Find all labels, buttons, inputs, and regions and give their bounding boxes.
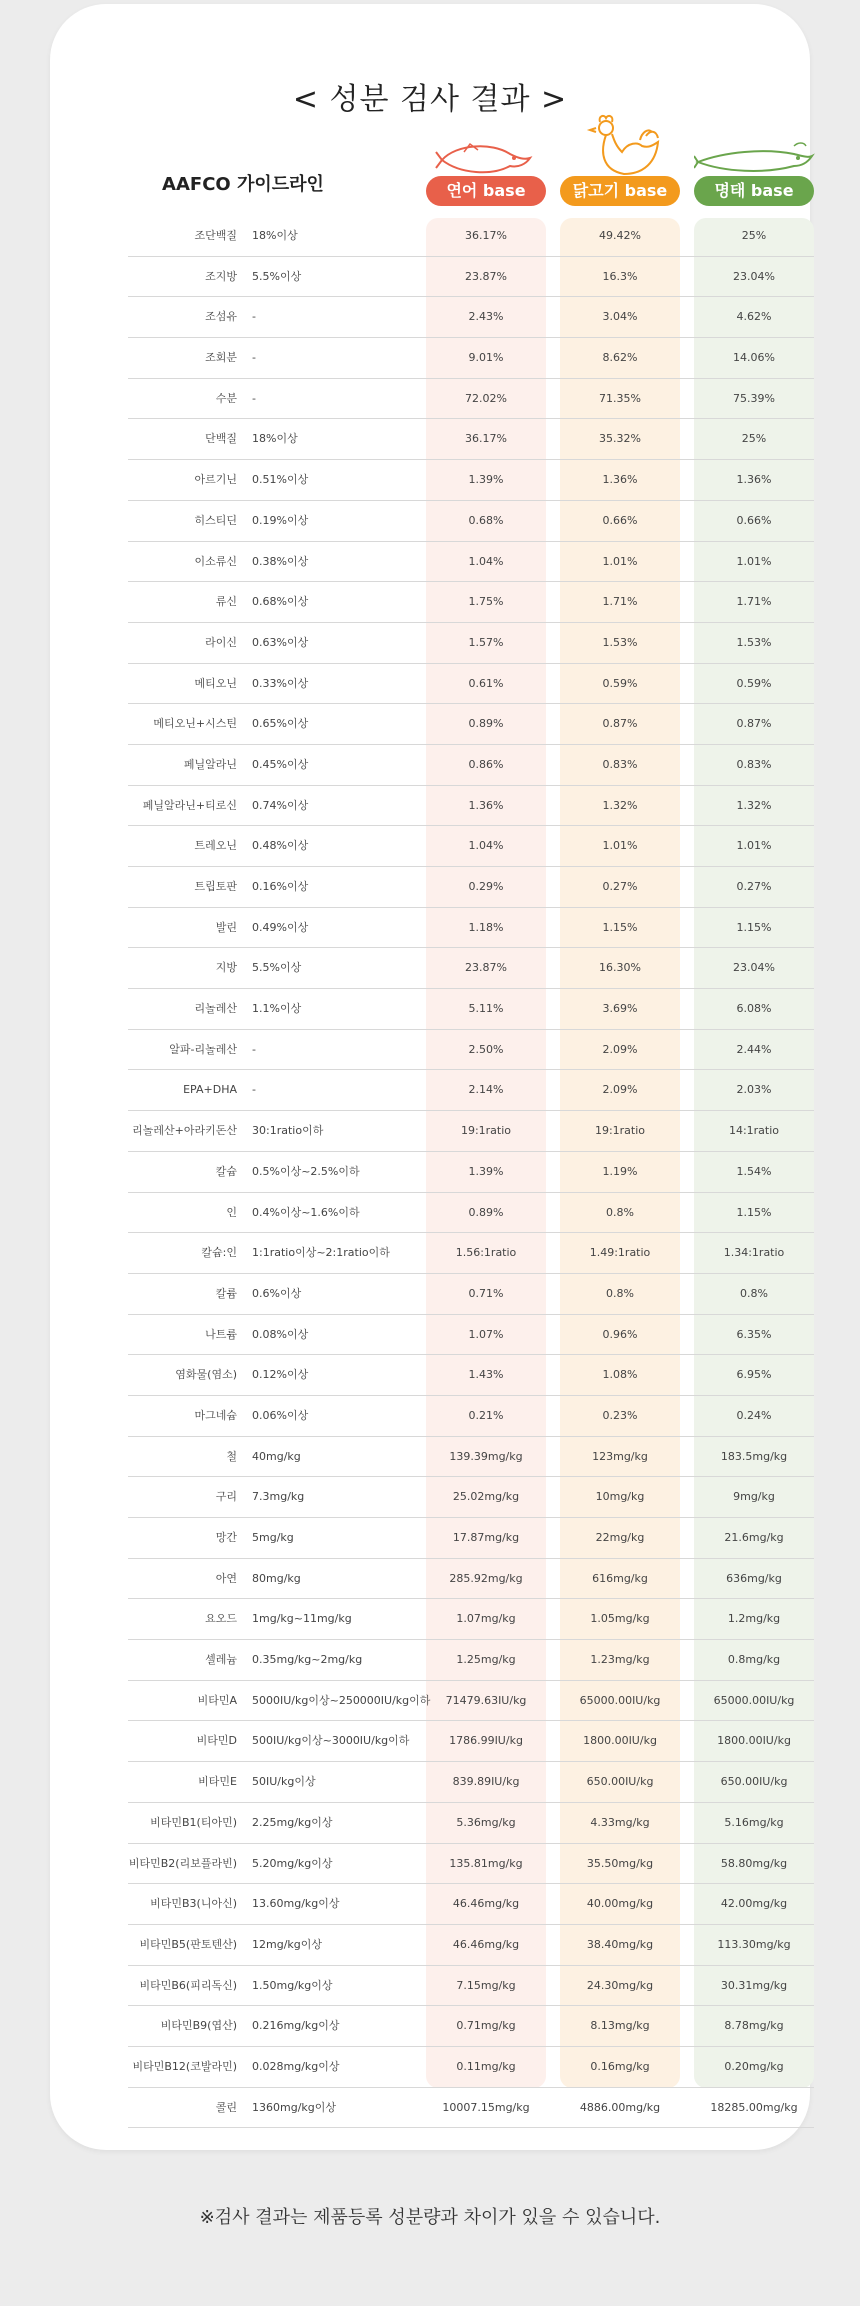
nutrient-name: 페닐알라닌 bbox=[183, 757, 237, 771]
nutrient-name: 나트륨 bbox=[205, 1327, 237, 1341]
nutrient-name: 조단백질 bbox=[194, 229, 237, 242]
nutrient-name: 히스티딘 bbox=[194, 513, 237, 527]
nutrient-name: 비타민B9(엽산) bbox=[160, 2019, 237, 2033]
table-row bbox=[128, 1599, 814, 1640]
pollock-value: 183.5mg/kg bbox=[720, 1449, 788, 1463]
salmon-value: 135.81mg/kg bbox=[449, 1856, 523, 1870]
nutrient-name: 인 bbox=[226, 1205, 237, 1219]
nutrient-name: 칼륨 bbox=[215, 1286, 237, 1300]
chicken-value: 0.16mg/kg bbox=[590, 2059, 650, 2073]
salmon-value: 17.87mg/kg bbox=[452, 1531, 520, 1544]
chicken-value: 3.04% bbox=[602, 310, 638, 324]
aafco-standard: 2.25mg/kg이상 bbox=[252, 1815, 333, 1829]
pollock-value: 6.08% bbox=[736, 1002, 772, 1016]
chicken-value: 0.8% bbox=[606, 1205, 634, 1219]
aafco-standard: 0.16%이상 bbox=[252, 880, 309, 893]
salmon-value: 0.29% bbox=[468, 880, 504, 893]
aafco-standard: 0.19%이상 bbox=[252, 513, 309, 527]
pollock-value: 9mg/kg bbox=[733, 1490, 775, 1504]
pollock-value: 1.53% bbox=[736, 635, 772, 649]
pollock-value: 25% bbox=[741, 229, 767, 242]
pollock-value: 1.15% bbox=[736, 920, 772, 934]
pollock-value: 1.71% bbox=[736, 595, 772, 609]
salmon-value: 25.02mg/kg bbox=[452, 1490, 520, 1504]
nutrient-name: EPA+DHA bbox=[183, 1083, 237, 1097]
aafco-standard: 40mg/kg bbox=[252, 1449, 301, 1463]
salmon-value: 0.89% bbox=[468, 717, 504, 731]
salmon-value: 0.11mg/kg bbox=[456, 2059, 516, 2073]
nutrient-name: 콜린 bbox=[215, 2100, 237, 2114]
salmon-value: 1.75% bbox=[468, 595, 504, 609]
salmon-value: 1.43% bbox=[468, 1368, 504, 1382]
pollock-value: 0.87% bbox=[736, 717, 772, 731]
aafco-standard: - bbox=[252, 310, 256, 324]
salmon-value: 10007.15mg/kg bbox=[442, 2100, 530, 2114]
chicken-value: 10mg/kg bbox=[595, 1490, 645, 1504]
salmon-value: 46.46mg/kg bbox=[452, 1897, 520, 1911]
chicken-value: 22mg/kg bbox=[595, 1531, 645, 1544]
table-row bbox=[128, 948, 814, 989]
pollock-value: 0.66% bbox=[736, 513, 772, 527]
table-row bbox=[128, 1274, 814, 1315]
aafco-standard: - bbox=[252, 1083, 256, 1097]
chicken-value: 8.62% bbox=[602, 351, 638, 365]
chicken-value: 0.59% bbox=[602, 676, 638, 690]
pollock-value: 14.06% bbox=[733, 351, 775, 365]
salmon-value: 0.61% bbox=[468, 676, 504, 690]
salmon-value: 2.50% bbox=[468, 1042, 504, 1056]
salmon-value: 1.39% bbox=[468, 473, 504, 487]
pollock-value: 58.80mg/kg bbox=[720, 1856, 788, 1870]
nutrient-name: 트립토판 bbox=[194, 880, 237, 893]
pollock-value: 0.20mg/kg bbox=[724, 2059, 784, 2073]
aafco-standard: 12mg/kg이상 bbox=[252, 1937, 323, 1951]
nutrient-name: 트레오닌 bbox=[194, 839, 237, 853]
salmon-value: 1.04% bbox=[468, 554, 504, 568]
salmon-value: 5.11% bbox=[468, 1002, 504, 1016]
salmon-value: 0.86% bbox=[468, 757, 504, 771]
table-row bbox=[128, 1315, 814, 1356]
aafco-standard: 0.74%이상 bbox=[252, 798, 309, 812]
nutrient-name: 라이신 bbox=[205, 635, 237, 649]
chicken-value: 16.30% bbox=[599, 961, 641, 975]
chicken-value: 0.23% bbox=[602, 1408, 638, 1422]
salmon-value: 2.43% bbox=[468, 310, 504, 324]
table-row bbox=[128, 1030, 814, 1071]
aafco-standard: 0.45%이상 bbox=[252, 757, 309, 771]
pollock-value: 42.00mg/kg bbox=[720, 1897, 788, 1911]
nutrient-name: 마그네슘 bbox=[194, 1408, 237, 1422]
salmon-value: 1.57% bbox=[468, 635, 504, 649]
salmon-value: 285.92mg/kg bbox=[449, 1571, 523, 1585]
salmon-value: 7.15mg/kg bbox=[456, 1978, 516, 1992]
pollock-value: 30.31mg/kg bbox=[720, 1978, 788, 1992]
salmon-value: 72.02% bbox=[465, 391, 507, 405]
table-row bbox=[128, 460, 814, 501]
aafco-standard: 5000IU/kg이상~250000IU/kg이하 bbox=[252, 1693, 431, 1707]
pollock-value: 1.01% bbox=[736, 554, 772, 568]
salmon-value: 36.17% bbox=[465, 229, 507, 242]
salmon-value: 139.39mg/kg bbox=[449, 1449, 523, 1463]
pollock-base-header: 명태 base bbox=[694, 176, 814, 206]
pollock-value: 5.16mg/kg bbox=[724, 1815, 784, 1829]
chicken-value: 4886.00mg/kg bbox=[579, 2100, 661, 2114]
nutrient-name: 망간 bbox=[215, 1531, 237, 1544]
chicken-value: 38.40mg/kg bbox=[586, 1937, 654, 1951]
nutrient-name: 알파-리놀레산 bbox=[169, 1042, 237, 1056]
chicken-value: 1.71% bbox=[602, 595, 638, 609]
salmon-value: 23.87% bbox=[465, 269, 507, 283]
aafco-standard: - bbox=[252, 351, 256, 365]
chicken-value: 0.66% bbox=[602, 513, 638, 527]
nutrient-name: 비타민E bbox=[198, 1775, 237, 1789]
salmon-value: 23.87% bbox=[465, 961, 507, 975]
table-row bbox=[128, 989, 814, 1030]
salmon-value: 5.36mg/kg bbox=[456, 1815, 516, 1829]
nutrient-name: 비타민B12(코발라민) bbox=[132, 2059, 237, 2073]
chicken-value: 4.33mg/kg bbox=[590, 1815, 650, 1829]
aafco-standard: 0.65%이상 bbox=[252, 717, 309, 731]
aafco-standard: 80mg/kg bbox=[252, 1571, 301, 1585]
aafco-standard: 0.48%이상 bbox=[252, 839, 309, 853]
salmon-value: 36.17% bbox=[465, 432, 507, 446]
chicken-value: 0.96% bbox=[602, 1327, 638, 1341]
table-row bbox=[128, 2006, 814, 2047]
chicken-value: 40.00mg/kg bbox=[586, 1897, 654, 1911]
nutrient-name: 비타민D bbox=[196, 1734, 237, 1748]
chicken-value: 16.3% bbox=[602, 269, 638, 283]
pollock-value: 650.00IU/kg bbox=[720, 1775, 788, 1789]
chicken-value: 1.32% bbox=[602, 798, 638, 812]
salmon-icon bbox=[434, 138, 534, 178]
table-row bbox=[128, 704, 814, 745]
nutrient-name: 리놀레산 bbox=[194, 1002, 237, 1016]
pollock-value: 6.35% bbox=[736, 1327, 772, 1341]
nutrient-name: 비타민B6(피리독신) bbox=[139, 1978, 237, 1992]
table-row bbox=[128, 1111, 814, 1152]
pollock-value: 2.03% bbox=[736, 1083, 772, 1097]
nutrient-name: 구리 bbox=[215, 1490, 237, 1504]
chicken-value: 24.30mg/kg bbox=[586, 1978, 654, 1992]
aafco-standard: 18%이상 bbox=[252, 229, 298, 242]
table-row bbox=[128, 379, 814, 420]
table-row bbox=[128, 745, 814, 786]
salmon-value: 1.39% bbox=[468, 1164, 504, 1178]
aafco-standard: 0.49%이상 bbox=[252, 920, 309, 934]
chicken-value: 1.23mg/kg bbox=[590, 1653, 650, 1667]
salmon-value: 46.46mg/kg bbox=[452, 1937, 520, 1951]
table-row bbox=[128, 867, 814, 908]
aafco-standard: 0.33%이상 bbox=[252, 676, 309, 690]
salmon-value: 1.07% bbox=[468, 1327, 504, 1341]
salmon-base-header: 연어 base bbox=[426, 176, 546, 206]
aafco-standard: 1.1%이상 bbox=[252, 1002, 302, 1016]
table-row bbox=[128, 1355, 814, 1396]
results-card bbox=[50, 4, 810, 2150]
aafco-standard: 5mg/kg bbox=[252, 1531, 294, 1544]
salmon-value: 1.18% bbox=[468, 920, 504, 934]
pollock-value: 1800.00IU/kg bbox=[717, 1734, 791, 1748]
salmon-value: 1.07mg/kg bbox=[456, 1612, 516, 1626]
salmon-value: 0.89% bbox=[468, 1205, 504, 1219]
salmon-value: 1.36% bbox=[468, 798, 504, 812]
table-row bbox=[128, 1966, 814, 2007]
aafco-standard: 0.06%이상 bbox=[252, 1408, 309, 1422]
chicken-value: 65000.00IU/kg bbox=[579, 1693, 661, 1707]
aafco-standard: 0.68%이상 bbox=[252, 595, 309, 609]
chicken-value: 0.83% bbox=[602, 757, 638, 771]
aafco-standard: 0.38%이상 bbox=[252, 554, 309, 568]
chicken-value: 1.15% bbox=[602, 920, 638, 934]
chicken-value: 1.01% bbox=[602, 554, 638, 568]
nutrient-name: 수분 bbox=[215, 391, 237, 405]
table-row bbox=[128, 216, 814, 257]
nutrient-name: 철 bbox=[226, 1449, 237, 1463]
pollock-value: 0.8mg/kg bbox=[727, 1653, 781, 1667]
chicken-value: 0.87% bbox=[602, 717, 638, 731]
table-row bbox=[128, 542, 814, 583]
chicken-value: 616mg/kg bbox=[592, 1571, 648, 1585]
aafco-standard: 500IU/kg이상~3000IU/kg이하 bbox=[252, 1734, 410, 1748]
table-row bbox=[128, 1640, 814, 1681]
pollock-value: 0.24% bbox=[736, 1408, 772, 1422]
table-row bbox=[128, 297, 814, 338]
chicken-value: 0.8% bbox=[606, 1286, 634, 1300]
table-row bbox=[128, 1721, 814, 1762]
aafco-standard: - bbox=[252, 391, 256, 405]
table-row bbox=[128, 338, 814, 379]
chicken-value: 1.19% bbox=[602, 1164, 638, 1178]
table-row bbox=[128, 1762, 814, 1803]
table-row bbox=[128, 1925, 814, 1966]
nutrient-name: 지방 bbox=[215, 961, 237, 975]
pollock-value: 25% bbox=[741, 432, 767, 446]
chicken-value: 49.42% bbox=[599, 229, 641, 242]
table-row bbox=[128, 2047, 814, 2088]
aafco-standard: 0.51%이상 bbox=[252, 473, 309, 487]
salmon-value: 0.71% bbox=[468, 1286, 504, 1300]
pollock-value: 113.30mg/kg bbox=[717, 1937, 791, 1951]
table-row bbox=[128, 1884, 814, 1925]
table-row bbox=[128, 908, 814, 949]
chicken-value: 1.53% bbox=[602, 635, 638, 649]
aafco-standard: - bbox=[252, 1042, 256, 1056]
salmon-value: 0.71mg/kg bbox=[456, 2019, 516, 2033]
pollock-value: 65000.00IU/kg bbox=[713, 1693, 795, 1707]
salmon-value: 19:1ratio bbox=[460, 1124, 512, 1138]
table-row bbox=[128, 419, 814, 460]
table-row bbox=[128, 582, 814, 623]
nutrient-name: 조회분 bbox=[205, 351, 237, 365]
table-row bbox=[128, 826, 814, 867]
nutrient-name: 리놀레산+아라키돈산 bbox=[132, 1124, 237, 1138]
nutrient-name: 비타민B5(판토텐산) bbox=[139, 1937, 237, 1951]
chicken-value: 19:1ratio bbox=[594, 1124, 646, 1138]
pollock-value: 21.6mg/kg bbox=[724, 1531, 784, 1544]
pollock-value: 14:1ratio bbox=[728, 1124, 780, 1138]
table-row bbox=[128, 1396, 814, 1437]
aafco-standard: 1.50mg/kg이상 bbox=[252, 1978, 333, 1992]
chicken-value: 2.09% bbox=[602, 1083, 638, 1097]
table-row bbox=[128, 623, 814, 664]
salmon-value: 1.25mg/kg bbox=[456, 1653, 516, 1667]
table-row bbox=[128, 1152, 814, 1193]
pollock-value: 23.04% bbox=[733, 269, 775, 283]
pollock-value: 8.78mg/kg bbox=[724, 2019, 784, 2033]
aafco-standard: 7.3mg/kg bbox=[252, 1490, 305, 1504]
table-row bbox=[128, 2088, 814, 2129]
salmon-value: 0.68% bbox=[468, 513, 504, 527]
chicken-value: 1.08% bbox=[602, 1368, 638, 1382]
table-row bbox=[128, 1844, 814, 1885]
table-row bbox=[128, 786, 814, 827]
salmon-value: 1786.99IU/kg bbox=[449, 1734, 523, 1748]
table-row bbox=[128, 1193, 814, 1234]
aafco-standard: 0.08%이상 bbox=[252, 1327, 309, 1341]
nutrient-name: 칼슘:인 bbox=[201, 1246, 237, 1260]
chicken-value: 0.27% bbox=[602, 880, 638, 893]
table-row bbox=[128, 1518, 814, 1559]
pollock-value: 1.2mg/kg bbox=[727, 1612, 781, 1626]
pollock-value: 0.83% bbox=[736, 757, 772, 771]
nutrient-name: 이소류신 bbox=[194, 554, 237, 568]
nutrient-name: 조지방 bbox=[205, 269, 237, 283]
table-row bbox=[128, 1559, 814, 1600]
aafco-standard: 5.5%이상 bbox=[252, 961, 302, 975]
chicken-base-header: 닭고기 base bbox=[560, 176, 680, 206]
nutrient-name: 발린 bbox=[215, 920, 237, 934]
pollock-value: 18285.00mg/kg bbox=[710, 2100, 798, 2114]
aafco-standard: 30:1ratio이하 bbox=[252, 1124, 324, 1138]
nutrient-name: 페닐알라닌+티로신 bbox=[142, 798, 237, 812]
aafco-standard: 0.028mg/kg이상 bbox=[252, 2059, 340, 2073]
aafco-standard: 18%이상 bbox=[252, 432, 298, 446]
page-title: < 성분 검사 결과 > bbox=[292, 82, 568, 117]
footnote: ※검사 결과는 제품등록 성분량과 차이가 있을 수 있습니다. bbox=[199, 2207, 661, 2228]
chicken-value: 2.09% bbox=[602, 1042, 638, 1056]
pollock-value: 0.59% bbox=[736, 676, 772, 690]
nutrient-name: 류신 bbox=[215, 595, 237, 609]
nutrient-name: 칼슘 bbox=[215, 1164, 237, 1178]
aafco-standard: 13.60mg/kg이상 bbox=[252, 1897, 340, 1911]
nutrient-name: 메티오닌+시스틴 bbox=[153, 717, 237, 731]
pollock-value: 2.44% bbox=[736, 1042, 772, 1056]
table-row bbox=[128, 501, 814, 542]
nutrient-name: 비타민B3(니아신) bbox=[150, 1897, 237, 1911]
nutrient-name: 단백질 bbox=[205, 432, 237, 446]
chicken-value: 1.05mg/kg bbox=[590, 1612, 650, 1626]
chicken-value: 1.36% bbox=[602, 473, 638, 487]
table-row bbox=[128, 664, 814, 705]
nutrient-table bbox=[128, 216, 814, 2128]
aafco-standard: 0.4%이상~1.6%이하 bbox=[252, 1205, 360, 1219]
nutrient-name: 요오드 bbox=[205, 1612, 237, 1626]
chicken-value: 1800.00IU/kg bbox=[583, 1734, 657, 1748]
pollock-value: 1.54% bbox=[736, 1164, 772, 1178]
aafco-standard: 1:1ratio이상~2:1ratio이하 bbox=[252, 1246, 390, 1260]
salmon-value: 9.01% bbox=[468, 351, 504, 365]
salmon-value: 1.04% bbox=[468, 839, 504, 853]
aafco-standard: 0.35mg/kg~2mg/kg bbox=[252, 1653, 363, 1667]
chicken-value: 1.49:1ratio bbox=[589, 1246, 651, 1260]
table-row bbox=[128, 1681, 814, 1722]
aafco-standard: 0.6%이상 bbox=[252, 1286, 302, 1300]
chicken-value: 650.00IU/kg bbox=[586, 1775, 654, 1789]
aafco-standard: 5.5%이상 bbox=[252, 269, 302, 283]
pollock-icon bbox=[694, 140, 818, 176]
table-row bbox=[128, 1070, 814, 1111]
chicken-value: 8.13mg/kg bbox=[590, 2019, 650, 2033]
nutrient-name: 비타민A bbox=[197, 1693, 237, 1707]
pollock-value: 1.01% bbox=[736, 839, 772, 853]
chicken-value: 35.32% bbox=[599, 432, 641, 446]
salmon-value: 839.89IU/kg bbox=[452, 1775, 520, 1789]
nutrient-name: 비타민B2(리보플라빈) bbox=[128, 1856, 237, 1870]
table-row bbox=[128, 1437, 814, 1478]
nutrient-name: 아연 bbox=[215, 1571, 237, 1585]
pollock-value: 1.15% bbox=[736, 1205, 772, 1219]
pollock-value: 1.32% bbox=[736, 798, 772, 812]
nutrient-name: 아르기닌 bbox=[194, 473, 237, 487]
pollock-value: 6.95% bbox=[736, 1368, 772, 1382]
aafco-standard: 0.63%이상 bbox=[252, 635, 309, 649]
salmon-value: 1.56:1ratio bbox=[455, 1246, 517, 1260]
pollock-value: 1.36% bbox=[736, 473, 772, 487]
chicken-value: 3.69% bbox=[602, 1002, 638, 1016]
pollock-value: 4.62% bbox=[736, 310, 772, 324]
chicken-value: 1.01% bbox=[602, 839, 638, 853]
pollock-value: 0.27% bbox=[736, 880, 772, 893]
aafco-standard: 1360mg/kg이상 bbox=[252, 2100, 337, 2114]
aafco-standard: 1mg/kg~11mg/kg bbox=[252, 1612, 352, 1626]
aafco-standard: 5.20mg/kg이상 bbox=[252, 1856, 333, 1870]
pollock-value: 1.34:1ratio bbox=[723, 1246, 785, 1260]
salmon-value: 0.21% bbox=[468, 1408, 504, 1422]
salmon-value: 71479.63IU/kg bbox=[445, 1693, 527, 1707]
pollock-value: 0.8% bbox=[740, 1286, 768, 1300]
chicken-value: 35.50mg/kg bbox=[586, 1856, 654, 1870]
aafco-standard: 0.216mg/kg이상 bbox=[252, 2019, 340, 2033]
nutrient-name: 비타민B1(티아민) bbox=[150, 1815, 237, 1829]
chicken-value: 123mg/kg bbox=[592, 1449, 648, 1463]
aafco-standard: 0.12%이상 bbox=[252, 1368, 309, 1382]
chicken-icon bbox=[578, 112, 662, 176]
pollock-value: 23.04% bbox=[733, 961, 775, 975]
salmon-value: 2.14% bbox=[468, 1083, 504, 1097]
nutrient-name: 염화물(염소) bbox=[175, 1368, 237, 1382]
table-row bbox=[128, 1477, 814, 1518]
aafco-standard: 0.5%이상~2.5%이하 bbox=[252, 1164, 360, 1178]
pollock-value: 75.39% bbox=[733, 391, 775, 405]
nutrient-name: 조섬유 bbox=[205, 310, 237, 324]
table-row bbox=[128, 257, 814, 298]
table-row bbox=[128, 1233, 814, 1274]
aafco-standard: 50IU/kg이상 bbox=[252, 1775, 316, 1789]
guideline-header: AAFCO 가이드라인 bbox=[162, 174, 324, 195]
pollock-value: 636mg/kg bbox=[726, 1571, 782, 1585]
nutrient-name: 셀레늄 bbox=[205, 1653, 237, 1667]
table-row bbox=[128, 1803, 814, 1844]
nutrient-name: 메티오닌 bbox=[194, 676, 237, 690]
chicken-value: 71.35% bbox=[599, 391, 641, 405]
